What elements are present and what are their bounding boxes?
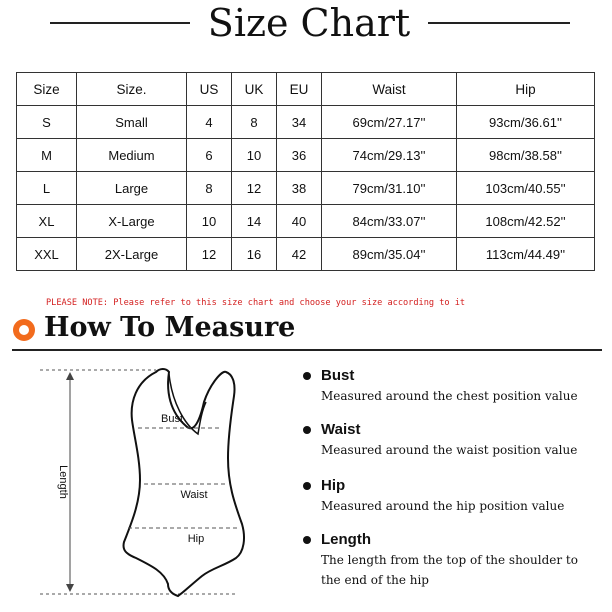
measure-description: The length from the top of the shoulder to the end of the hip bbox=[321, 553, 578, 587]
table-cell: XXL bbox=[17, 238, 77, 271]
measure-item-waist bbox=[303, 420, 603, 464]
table-cell: 6 bbox=[187, 139, 232, 172]
table-cell: Medium bbox=[77, 139, 187, 172]
bullet-icon bbox=[303, 426, 311, 434]
table-cell: S bbox=[17, 106, 77, 139]
measure-description: Measured around the hip position value bbox=[321, 499, 565, 513]
table-cell: 69cm/27.17'' bbox=[322, 106, 457, 139]
table-cell: 12 bbox=[232, 172, 277, 205]
table-cell: 74cm/29.13'' bbox=[322, 139, 457, 172]
measure-item-length bbox=[303, 530, 603, 594]
table-cell: 36 bbox=[277, 139, 322, 172]
column-header: Waist bbox=[322, 73, 457, 106]
column-header: Hip bbox=[457, 73, 595, 106]
bullet-icon bbox=[303, 372, 311, 380]
table-cell: 84cm/33.07'' bbox=[322, 205, 457, 238]
table-row bbox=[17, 238, 595, 271]
measure-title: Length bbox=[321, 531, 371, 548]
table-cell: 2X-Large bbox=[77, 238, 187, 271]
table-cell: M bbox=[17, 139, 77, 172]
measure-item-bust bbox=[303, 366, 603, 410]
table-cell: 10 bbox=[187, 205, 232, 238]
measure-description: Measured around the chest position value bbox=[321, 389, 578, 403]
table-cell: 12 bbox=[187, 238, 232, 271]
table-cell: L bbox=[17, 172, 77, 205]
swimsuit-outline bbox=[124, 369, 245, 596]
bullet-icon bbox=[303, 536, 311, 544]
table-cell: 16 bbox=[232, 238, 277, 271]
table-cell: 89cm/35.04'' bbox=[322, 238, 457, 271]
arrow-down-icon bbox=[66, 584, 74, 592]
table-header-row bbox=[17, 73, 595, 106]
size-table bbox=[16, 72, 595, 271]
size-note: PLEASE NOTE: Please refer to this size chart and choose your size according to it bbox=[46, 298, 466, 308]
table-cell: 108cm/42.52'' bbox=[457, 205, 595, 238]
table-cell: 8 bbox=[232, 106, 277, 139]
table-cell: Small bbox=[77, 106, 187, 139]
orange-circle-icon bbox=[12, 318, 36, 342]
table-row bbox=[17, 106, 595, 139]
page-title: Size Chart bbox=[207, 1, 411, 45]
title-divider-left bbox=[50, 22, 190, 24]
section-divider bbox=[12, 349, 602, 351]
column-header: EU bbox=[277, 73, 322, 106]
table-cell: X-Large bbox=[77, 205, 187, 238]
table-cell: 4 bbox=[187, 106, 232, 139]
measure-item-hip bbox=[303, 476, 603, 520]
swimsuit-diagram bbox=[36, 362, 276, 602]
title-divider-right bbox=[428, 22, 570, 24]
table-cell: 42 bbox=[277, 238, 322, 271]
length-label: Length bbox=[57, 465, 69, 499]
waist-label: Waist bbox=[180, 489, 208, 501]
table-cell: 93cm/36.61'' bbox=[457, 106, 595, 139]
table-row bbox=[17, 172, 595, 205]
column-header: Size bbox=[17, 73, 77, 106]
table-row bbox=[17, 139, 595, 172]
table-cell: 103cm/40.55'' bbox=[457, 172, 595, 205]
table-cell: XL bbox=[17, 205, 77, 238]
arrow-up-icon bbox=[66, 372, 74, 380]
bullet-icon bbox=[303, 482, 311, 490]
table-cell: 14 bbox=[232, 205, 277, 238]
neckline bbox=[169, 374, 206, 434]
measure-description: Measured around the waist position value bbox=[321, 443, 578, 457]
table-cell: Large bbox=[77, 172, 187, 205]
column-header: US bbox=[187, 73, 232, 106]
table-cell: 98cm/38.58'' bbox=[457, 139, 595, 172]
table-cell: 34 bbox=[277, 106, 322, 139]
how-to-measure-title: How To Measure bbox=[44, 312, 296, 343]
table-cell: 40 bbox=[277, 205, 322, 238]
table-cell: 8 bbox=[187, 172, 232, 205]
column-header: Size. bbox=[77, 73, 187, 106]
title-block bbox=[0, 0, 612, 48]
table-cell: 38 bbox=[277, 172, 322, 205]
bust-label: Bust bbox=[160, 413, 184, 425]
table-row bbox=[17, 205, 595, 238]
measure-title: Bust bbox=[321, 367, 355, 384]
measure-title: Hip bbox=[321, 477, 346, 494]
hip-label: Hip bbox=[187, 533, 205, 545]
measure-title: Waist bbox=[321, 421, 361, 438]
table-cell: 10 bbox=[232, 139, 277, 172]
table-cell: 113cm/44.49'' bbox=[457, 238, 595, 271]
table-cell: 79cm/31.10'' bbox=[322, 172, 457, 205]
column-header: UK bbox=[232, 73, 277, 106]
